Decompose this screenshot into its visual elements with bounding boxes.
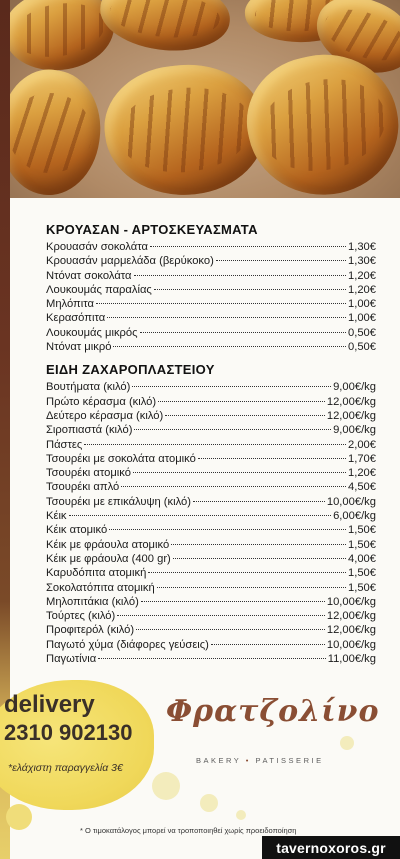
menu-item — [46, 538, 376, 552]
dot-leader — [109, 529, 346, 530]
item-price: 10,00€/kg — [326, 595, 376, 608]
item-name: Πρώτο κέρασμα (κιλό) — [46, 395, 157, 408]
item-price: 12,00€/kg — [326, 624, 376, 637]
item-price: 4,50€ — [348, 481, 376, 494]
menu-item — [46, 326, 376, 340]
item-price: 1,30€ — [348, 255, 376, 268]
item-name: Τσουρέκι ατομικό — [46, 467, 131, 480]
item-price: 4,00€ — [348, 552, 376, 565]
dot-leader — [132, 386, 331, 387]
dot-leader — [165, 415, 325, 416]
dot-leader — [173, 558, 346, 559]
item-name: Παγωτίνια — [46, 653, 97, 666]
menu-item — [46, 423, 376, 437]
item-name: Κέικ — [46, 510, 67, 523]
dot-leader — [193, 501, 325, 502]
menu-item — [46, 240, 376, 254]
menu-item — [46, 495, 376, 509]
menu-item — [46, 509, 376, 523]
item-price: 0,50€ — [348, 326, 376, 339]
item-price: 1,20€ — [348, 467, 376, 480]
menu-item — [46, 254, 376, 268]
tagline-bakery: BAKERY — [196, 756, 242, 765]
item-name: Κέικ με φράουλα (400 gr) — [46, 552, 171, 565]
item-price: 10,00€/kg — [326, 495, 376, 508]
dot-leader — [216, 260, 346, 261]
item-name: Πάστες — [46, 438, 83, 451]
item-price: 1,50€ — [348, 567, 376, 580]
dot-leader — [148, 572, 346, 573]
item-name: Μηλόπιτα — [46, 298, 94, 311]
menu-item — [46, 566, 376, 580]
item-name: Λουκουμάς μικρός — [46, 326, 138, 339]
menu-item — [46, 340, 376, 354]
item-price: 1,00€ — [348, 312, 376, 325]
menu-section — [46, 222, 376, 354]
menu-item — [46, 297, 376, 311]
menu-item — [46, 595, 376, 609]
item-price: 1,70€ — [348, 452, 376, 465]
item-price: 1,20€ — [348, 283, 376, 296]
menu-item — [46, 552, 376, 566]
menu-item — [46, 380, 376, 394]
croissants-photo — [10, 0, 400, 198]
item-price: 12,00€/kg — [326, 610, 376, 623]
menu-item — [46, 438, 376, 452]
menu-item — [46, 523, 376, 537]
item-name: Τσουρέκι με σοκολάτα ατομικό — [46, 452, 196, 465]
dot-leader — [69, 515, 332, 516]
tagline-patisserie: PATISSERIE — [255, 756, 324, 765]
dot-leader — [157, 587, 346, 588]
item-price: 2,00€ — [348, 438, 376, 451]
item-name: Κέικ με φράουλα ατομικό — [46, 538, 170, 551]
dot-leader — [134, 275, 346, 276]
dot-leader — [84, 444, 346, 445]
section-title: ΚΡΟΥΑΣΑΝ - ΑΡΤΟΣΚΕΥΑΣΜΑΤΑ — [46, 222, 258, 237]
item-price: 6,00€/kg — [333, 510, 376, 523]
dot-leader — [121, 486, 346, 487]
menu-item — [46, 623, 376, 637]
item-name: Σοκολατόπιτα ατομική — [46, 581, 155, 594]
delivery-label: delivery — [4, 691, 95, 718]
dot-leader — [134, 429, 331, 430]
item-price: 1,20€ — [348, 269, 376, 282]
dot-leader — [136, 629, 325, 630]
price-list — [46, 222, 376, 666]
delivery-phone[interactable]: 2310 902130 — [4, 720, 133, 745]
item-name: Καρυδόπιτα ατομική — [46, 567, 147, 580]
minimum-order-note: *ελάχιστη παραγγελία 3€ — [8, 762, 123, 774]
item-name: Τσουρέκι με επικάλυψη (κιλό) — [46, 495, 191, 508]
menu-item — [46, 581, 376, 595]
item-name: Παγωτό χύμα (διάφορες γεύσεις) — [46, 638, 209, 651]
dot-leader — [107, 317, 346, 318]
item-price: 11,00€/kg — [327, 653, 376, 666]
brand-tagline — [196, 756, 324, 765]
item-name: Σιροπιαστά (κιλό) — [46, 424, 133, 437]
menu-item — [46, 395, 376, 409]
dot-leader — [171, 544, 346, 545]
item-name: Λουκουμάς παραλίας — [46, 283, 152, 296]
item-name: Κερασόπιτα — [46, 312, 106, 325]
section-title: ΕΙΔΗ ΖΑΧΑΡΟΠΛΑΣΤΕΙΟΥ — [46, 362, 215, 378]
item-price: 12,00€/kg — [326, 409, 376, 422]
menu-item — [46, 452, 376, 466]
dot-leader — [154, 289, 346, 290]
menu-item — [46, 609, 376, 623]
menu-section — [46, 362, 376, 666]
item-name: Τούρτες (κιλό) — [46, 610, 116, 623]
menu-item — [46, 311, 376, 325]
item-name: Μηλοπιτάκια (κιλό) — [46, 595, 139, 608]
menu-item — [46, 409, 376, 423]
item-price: 1,50€ — [348, 524, 376, 537]
menu-item — [46, 269, 376, 283]
item-name: Ντόνατ σοκολάτα — [46, 269, 132, 282]
item-name: Κέικ ατομικό — [46, 524, 108, 537]
item-name: Δεύτερο κέρασμα (κιλό) — [46, 409, 164, 422]
menu-item — [46, 466, 376, 480]
dot-leader — [140, 332, 346, 333]
dot-leader — [158, 401, 325, 402]
item-name: Ντόνατ μικρό — [46, 341, 112, 354]
item-price: 10,00€/kg — [326, 638, 376, 651]
item-name: Προφιτερόλ (κιλό) — [46, 624, 135, 637]
menu-item — [46, 638, 376, 652]
item-price: 1,50€ — [348, 581, 376, 594]
dot-leader — [211, 644, 325, 645]
footer-area — [0, 676, 400, 859]
site-watermark: tavernoxoros.gr — [262, 836, 400, 859]
item-price: 1,30€ — [348, 241, 376, 253]
item-name: Κρουασάν σοκολάτα — [46, 241, 148, 253]
item-name: Τσουρέκι απλό — [46, 481, 120, 494]
dot-leader — [133, 472, 346, 473]
item-price: 9,00€/kg — [333, 424, 376, 437]
brand-logo: Φρατζολίνο — [166, 694, 380, 729]
dot-leader — [198, 458, 346, 459]
dot-leader — [98, 658, 326, 659]
price-change-footnote: * Ο τιμοκατάλογος μπορεί να τροποποιηθεί χωρίς προειδοποίηση — [80, 826, 297, 835]
item-name: Βουτήματα (κιλό) — [46, 381, 131, 394]
item-price: 1,00€ — [348, 298, 376, 311]
item-price: 0,50€ — [348, 341, 376, 354]
dot-leader — [150, 246, 346, 247]
dot-leader — [141, 601, 325, 602]
dot-leader — [113, 346, 346, 347]
dot-leader — [117, 615, 325, 616]
tagline-separator: • — [245, 756, 251, 765]
item-price: 1,50€ — [348, 538, 376, 551]
menu-item — [46, 283, 376, 297]
dot-leader — [96, 303, 346, 304]
item-name: Κρουασάν μαρμελάδα (βερύκοκο) — [46, 255, 214, 268]
item-price: 9,00€/kg — [333, 381, 376, 394]
menu-item — [46, 480, 376, 494]
menu-item — [46, 652, 376, 666]
item-price: 12,00€/kg — [326, 395, 376, 408]
